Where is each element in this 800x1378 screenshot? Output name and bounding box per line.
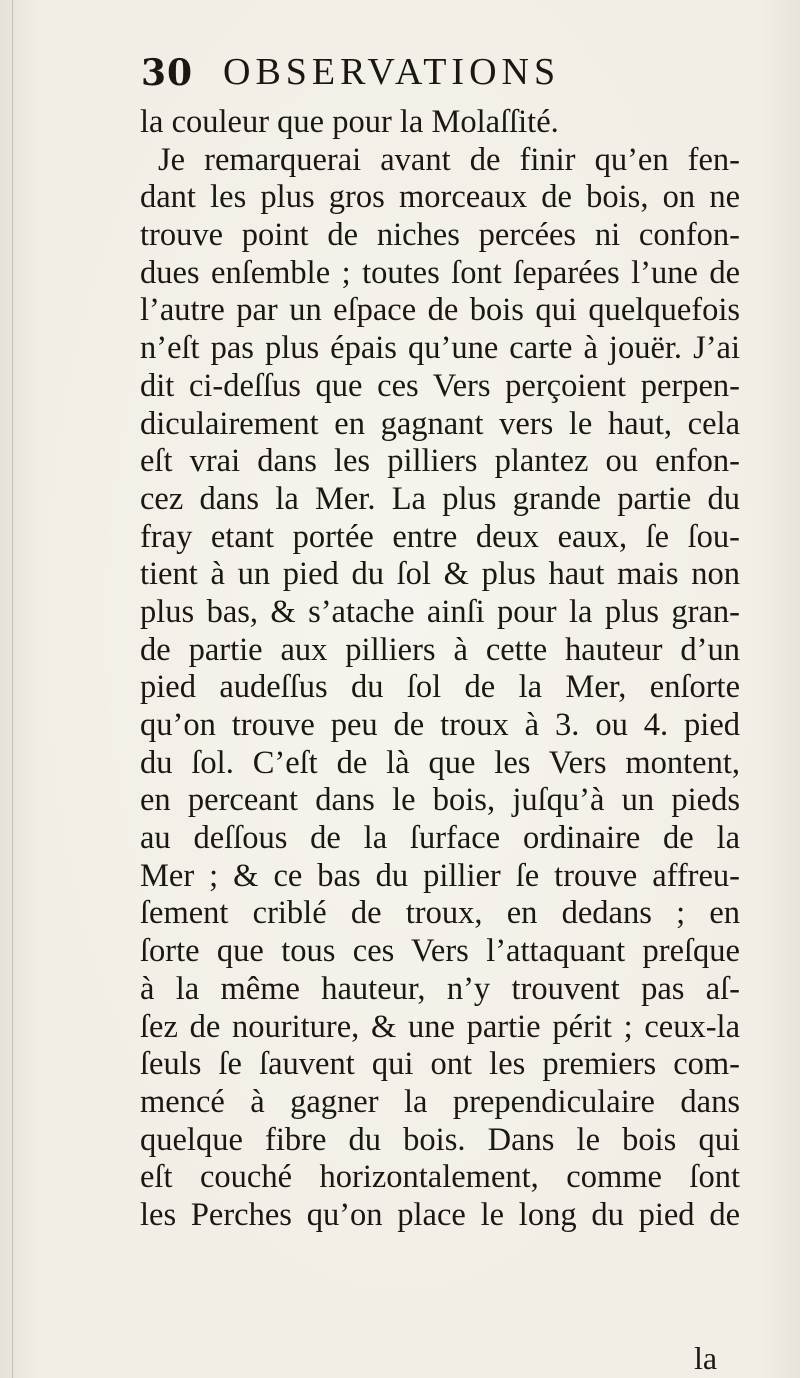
text-line: trouve point de niches percées ni confon- <box>140 217 740 254</box>
text-line: eſt vrai dans les pilliers plantez ou enfon- <box>140 443 740 480</box>
text-line: qu’on trouve peu de troux à 3. ou 4. pied <box>140 707 740 743</box>
text-line: diculairement en gagnant vers le haut, cela <box>140 405 740 442</box>
text-line: ſorte que tous ces Vers l’attaquant preſque <box>140 933 740 970</box>
text-line: cez dans la Mer. La plus grande partie du <box>140 480 740 517</box>
text-line: de partie aux pilliers à cette hauteur d’un <box>140 631 740 668</box>
text-line: quelque fibre du bois. Dans le bois qui <box>140 1121 740 1158</box>
text-line: dues enſemble ; toutes ſont ſeparées l’une de <box>140 254 740 291</box>
text-line: mencé à gagner la prependiculaire dans <box>140 1083 740 1120</box>
text-line: en perceant dans le bois, juſqu’à un pieds <box>140 782 740 819</box>
text-line: l’autre par un eſpace de bois qui quelquefois <box>140 292 740 329</box>
page-header <box>141 50 701 98</box>
text-line: plus bas, & s’atache ainſi pour la plus gran- <box>140 593 740 630</box>
text-line: à la même hauteur, n’y trouvent pas aſ- <box>140 970 740 1007</box>
text-line: n’eſt pas plus épais qu’une carte à jouër. J’ai <box>140 330 740 367</box>
text-line: ſeuls ſe ſauvent qui ont les premiers com- <box>140 1046 740 1083</box>
text-line: pied audeſſus du ſol de la Mer, enſorte <box>140 669 740 706</box>
body-text <box>140 104 740 1235</box>
text-line: la couleur que pour la Molaſſité. <box>140 104 559 140</box>
text-line: les Perches qu’on place le long du pied de <box>140 1196 740 1233</box>
running-title: OBSERVATIONS <box>223 51 561 93</box>
text-line: du ſol. C’eſt de là que les Vers montent, <box>140 744 740 781</box>
text-line: au deſſous de la ſurface ordinaire de la <box>140 820 740 857</box>
text-line: dit ci-deſſus que ces Vers perçoient perpen- <box>140 367 740 404</box>
text-line: ſement criblé de troux, en dedans ; en <box>140 895 740 932</box>
text-line: Mer ; & ce bas du pillier ſe trouve affreu- <box>140 857 740 894</box>
text-line: fray etant portée entre deux eaux, ſe ſou- <box>140 518 740 555</box>
text-line: dant les plus gros morceaux de bois, on ne <box>140 179 740 216</box>
text-line: tient à un pied du ſol & plus haut mais non <box>140 556 740 593</box>
text-line: Je remarquerai avant de finir qu’en fen- <box>158 141 740 178</box>
text-line: ſez de nouriture, & une partie périt ; ceux-la <box>140 1008 740 1045</box>
catchword: la <box>694 1340 718 1376</box>
page-edge-line <box>12 0 13 1378</box>
page-number: 30 <box>141 52 194 94</box>
text-line: eſt couché horizontalement, comme ſont <box>140 1159 740 1196</box>
